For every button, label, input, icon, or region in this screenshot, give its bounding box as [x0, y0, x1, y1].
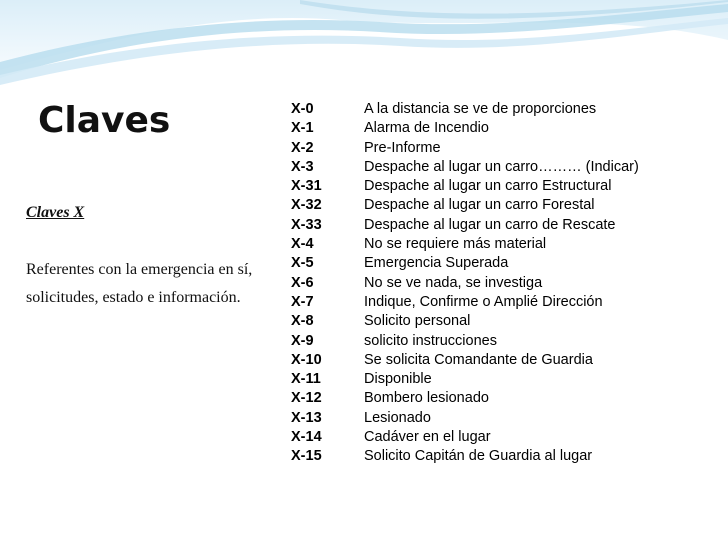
- code-row: [291, 216, 639, 235]
- code-label: X-31: [291, 178, 322, 195]
- code-meaning: Despache al lugar un carro de Rescate: [364, 216, 616, 233]
- codes-list: [291, 100, 639, 467]
- code-label: X-9: [291, 332, 314, 349]
- code-meaning: Alarma de Incendio: [364, 120, 489, 137]
- code-label: X-10: [291, 351, 322, 368]
- code-meaning: No se ve nada, se investiga: [364, 274, 543, 291]
- code-row: [291, 235, 639, 254]
- code-row: [291, 293, 639, 312]
- code-meaning: Disponible: [364, 371, 432, 388]
- code-row: [291, 254, 639, 273]
- code-row: [291, 351, 639, 370]
- code-label: X-15: [291, 448, 322, 465]
- code-row: [291, 119, 639, 138]
- code-meaning: Lesionado: [364, 409, 431, 426]
- code-label: X-1: [291, 120, 314, 137]
- slide-title: Claves: [38, 100, 171, 141]
- section-description: Referentes con la emergencia en sí, solicitudes, estado e información.: [26, 261, 253, 306]
- code-row: [291, 100, 639, 119]
- section-subtitle: Claves X: [26, 204, 85, 221]
- code-label: X-14: [291, 429, 322, 446]
- decorative-wave-banner: [0, 0, 728, 95]
- code-label: X-12: [291, 390, 322, 407]
- code-meaning: Bombero lesionado: [364, 390, 489, 407]
- code-row: [291, 332, 639, 351]
- code-row: [291, 274, 639, 293]
- code-meaning: Cadáver en el lugar: [364, 429, 491, 446]
- code-row: [291, 312, 639, 331]
- code-row: [291, 428, 639, 447]
- code-label: X-33: [291, 216, 322, 233]
- code-meaning: Emergencia Superada: [364, 255, 509, 272]
- code-label: X-3: [291, 158, 314, 175]
- code-row: [291, 389, 639, 408]
- code-row: [291, 447, 639, 466]
- code-meaning: Indique, Confirme o Amplié Dirección: [364, 293, 603, 310]
- code-label: X-5: [291, 255, 314, 272]
- code-label: X-32: [291, 197, 322, 214]
- code-meaning: Se solicita Comandante de Guardia: [364, 351, 593, 368]
- code-row: [291, 177, 639, 196]
- code-label: X-13: [291, 409, 322, 426]
- code-meaning: Despache al lugar un carro……… (Indicar): [364, 158, 639, 175]
- code-meaning: Pre-Informe: [364, 139, 441, 156]
- code-meaning: A la distancia se ve de proporciones: [364, 101, 597, 117]
- code-meaning: Solicito personal: [364, 313, 471, 330]
- code-label: X-4: [291, 236, 314, 253]
- code-row: [291, 158, 639, 177]
- code-meaning: Despache al lugar un carro Estructural: [364, 178, 612, 195]
- code-row: [291, 139, 639, 158]
- code-label: X-8: [291, 313, 314, 330]
- code-label: X-6: [291, 274, 314, 291]
- code-meaning: solicito instrucciones: [364, 332, 497, 349]
- code-label: X-2: [291, 139, 314, 156]
- code-row: [291, 196, 639, 215]
- code-label: X-0: [291, 101, 314, 117]
- code-row: [291, 370, 639, 389]
- code-meaning: No se requiere más material: [364, 236, 547, 253]
- code-row: [291, 409, 639, 428]
- code-meaning: Despache al lugar un carro Forestal: [364, 197, 595, 214]
- code-meaning: Solicito Capitán de Guardia al lugar: [364, 448, 593, 465]
- code-label: X-7: [291, 293, 314, 310]
- code-label: X-11: [291, 371, 321, 388]
